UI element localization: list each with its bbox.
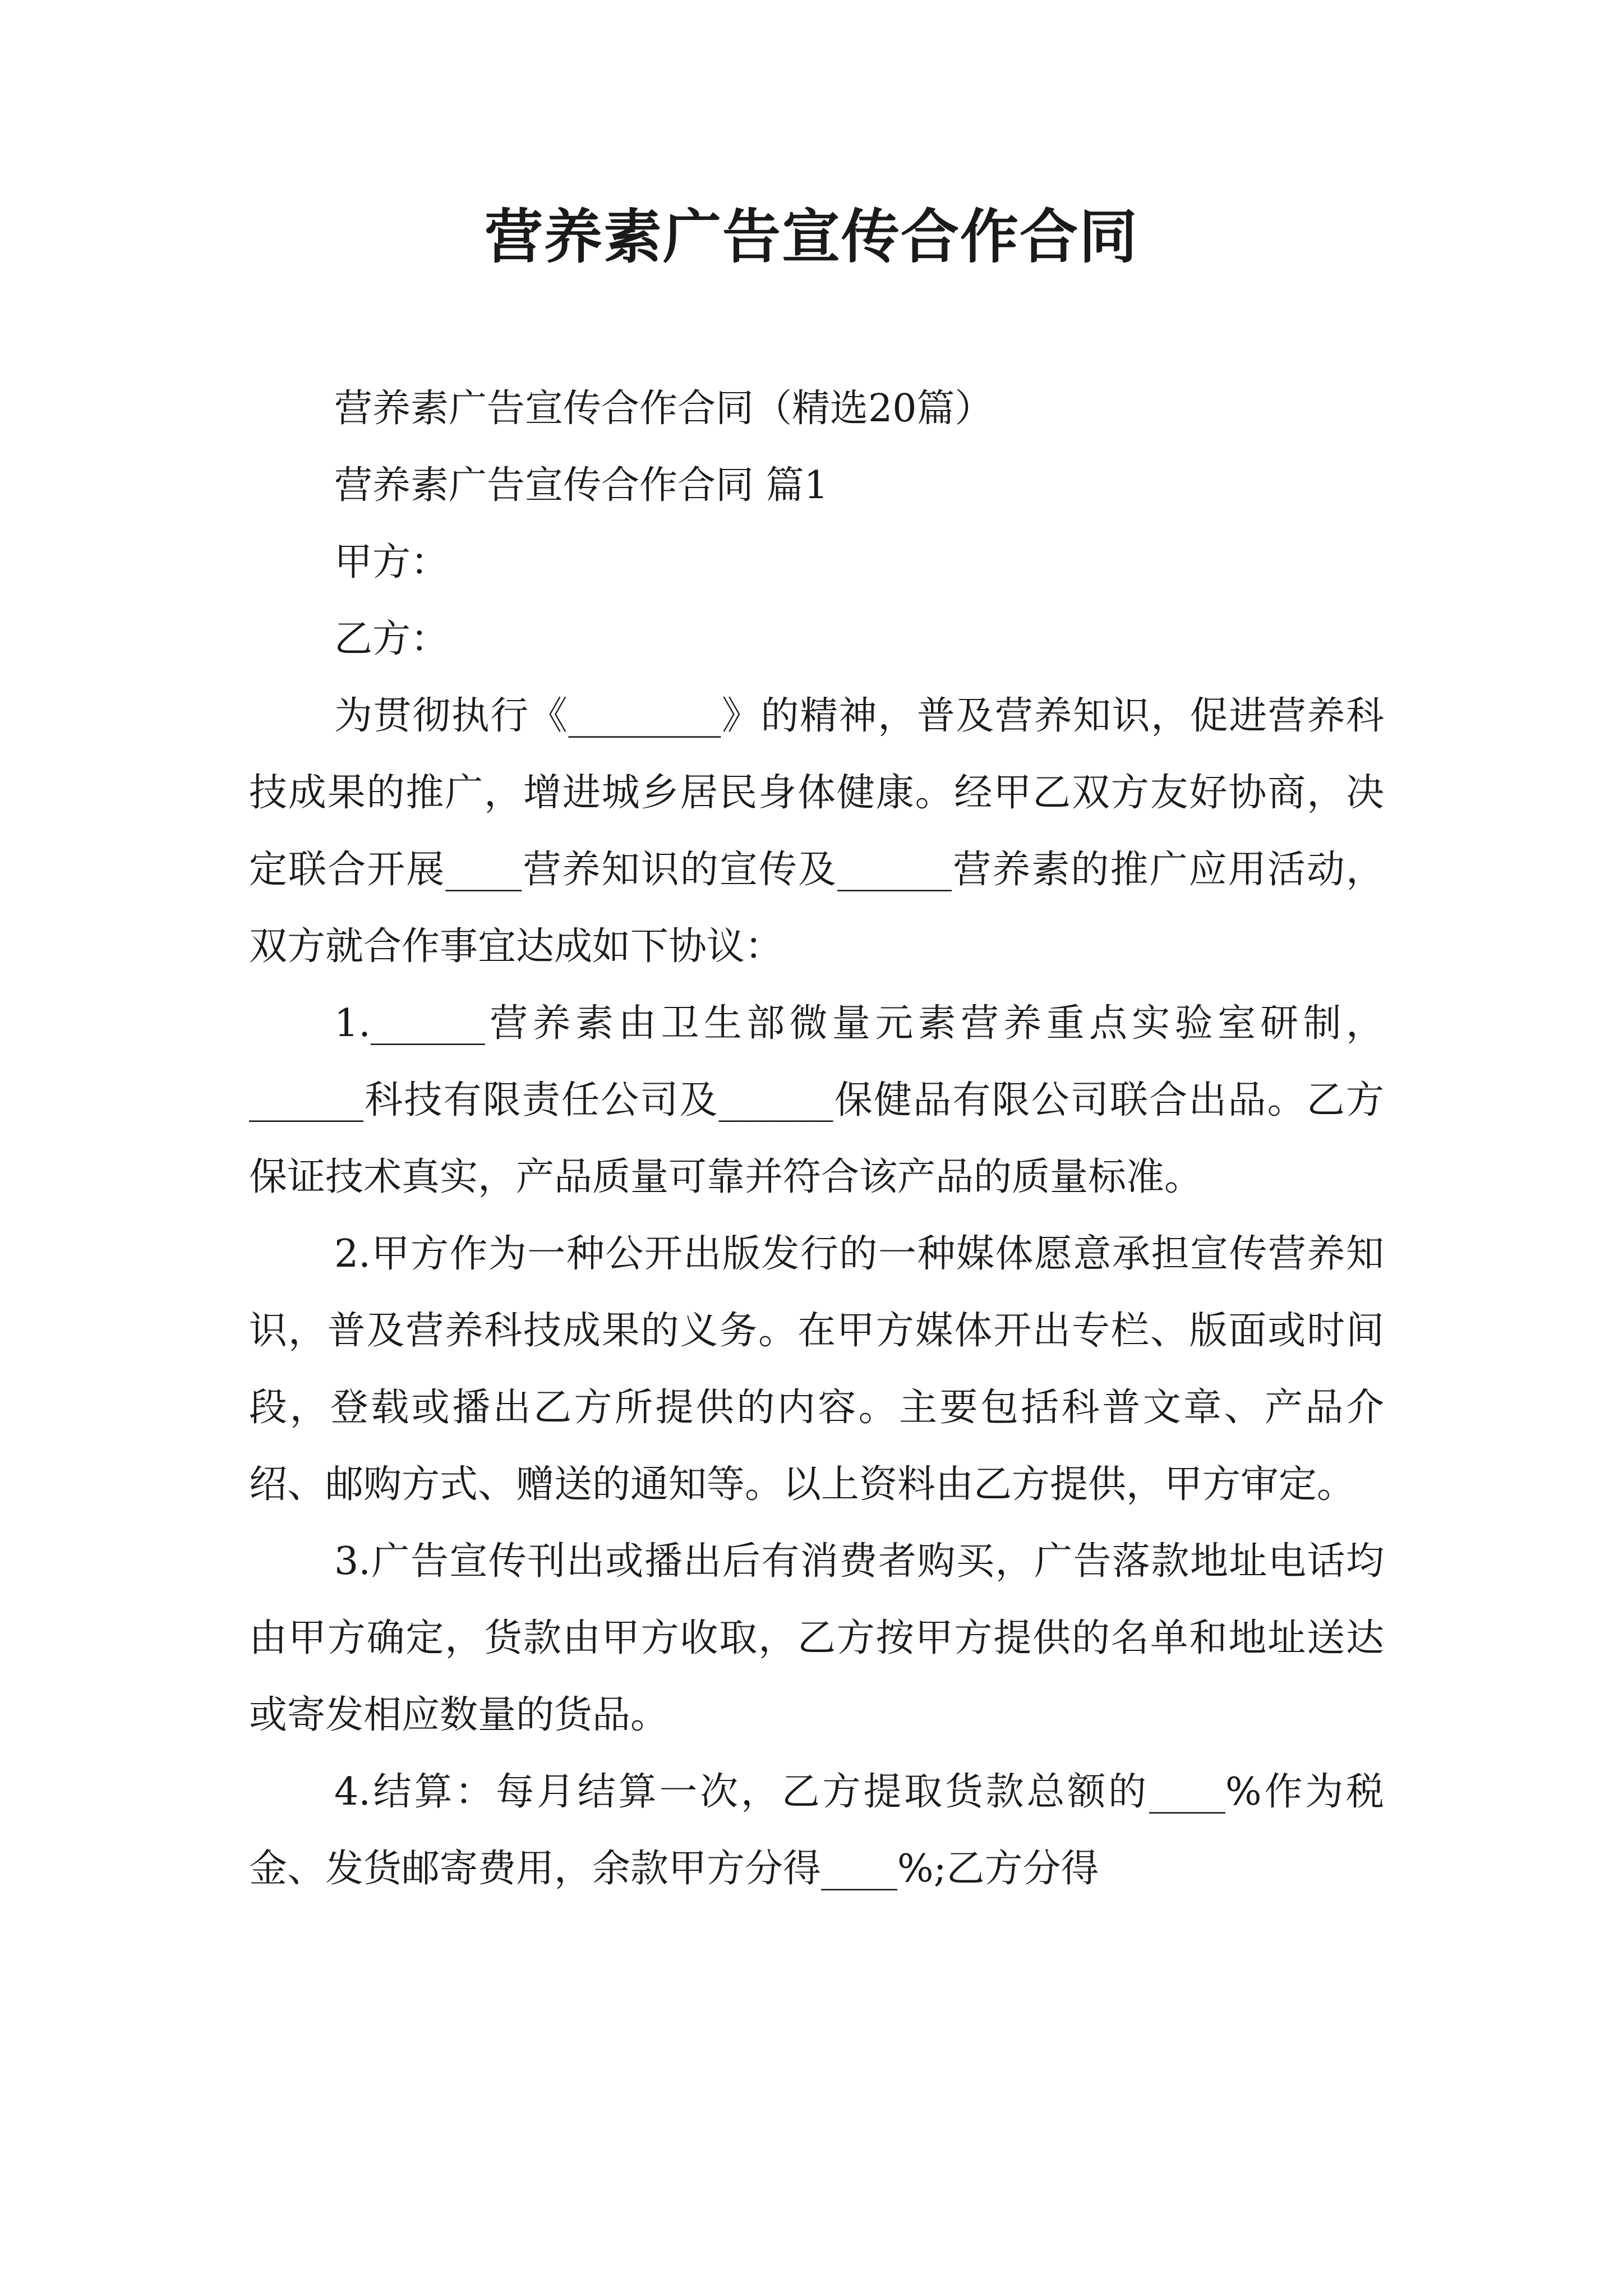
- document-body: [249, 370, 1384, 1907]
- party-a-line: 甲方：: [334, 540, 449, 585]
- clause-2-paragraph: 2.甲方作为一种公开出版发行的一种媒体愿意承担宣传营养知识，普及营养科技成果的义务。在甲方媒体开出专栏、版面或时间段，登载或播出乙方所提供的内容。主要包括科普文章、产品介绍、邮购方式、赠送的通知等。以上资料由乙方提供，甲方审定。: [249, 1232, 1384, 1507]
- section-heading: 营养素广告宣传合作合同 篇1: [334, 463, 828, 508]
- clause-3-paragraph: 3.广告宣传刊出或播出后有消费者购买，广告落款地址电话均由甲方确定，货款由甲方收取，乙方按甲方提供的名单和地址送达或寄发相应数量的货品。: [249, 1539, 1384, 1737]
- preamble-paragraph: 为贯彻执行《________》的精神，普及营养知识，促进营养科技成果的推广，增进城乡居民身体健康。经甲乙双方友好协商，决定联合开展____营养知识的宣传及______营养素的推广应用活动，双方就合作事宜达成如下协议：: [249, 694, 1384, 969]
- party-b-line: 乙方：: [334, 617, 449, 661]
- clause-1-paragraph: 1.______营养素由卫生部微量元素营养重点实验室研制，______科技有限责任公司及______保健品有限公司联合出品。乙方保证技术真实，产品质量可靠并符合该产品的质量标准。: [249, 1001, 1384, 1199]
- document-title: 营养素广告宣传合作合同: [484, 203, 1138, 271]
- clause-4-paragraph: 4.结算：每月结算一次，乙方提取货款总额的____%作为税金、发货邮寄费用，余款甲方分得____%;乙方分得: [249, 1770, 1384, 1891]
- subtitle-paragraph: 营养素广告宣传合作合同（精选20篇）: [334, 386, 993, 431]
